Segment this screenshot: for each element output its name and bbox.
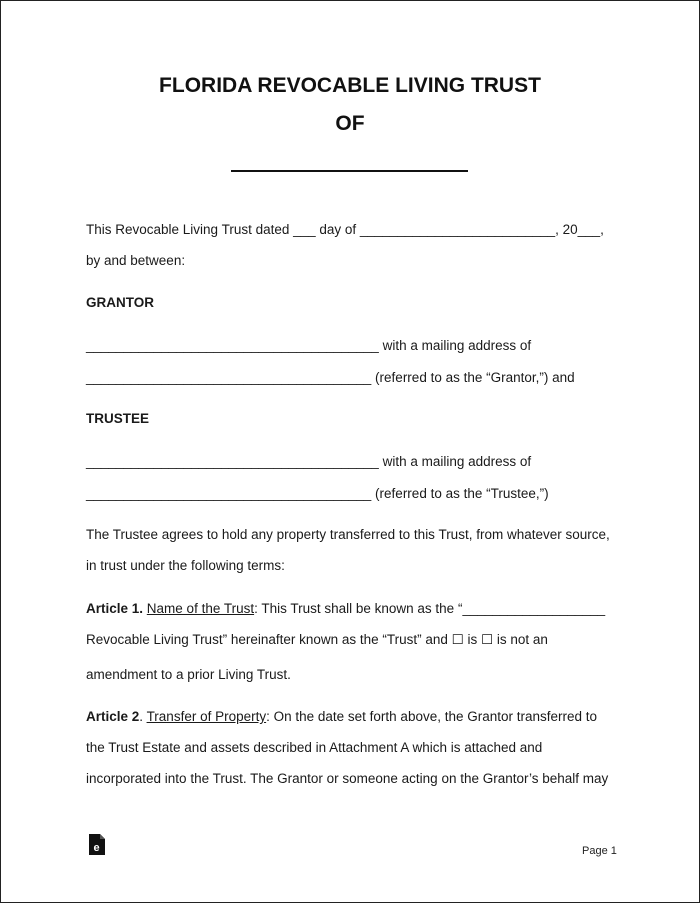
- article-1-title: Name of the Trust: [146, 601, 255, 616]
- trust-name-blank: [231, 170, 468, 172]
- trustee-address-line: ______________________________________ (referred to as the “Trustee,”): [86, 486, 549, 501]
- article-1-text: : This Trust shall be known as the “___________________: [254, 601, 606, 616]
- document-title-of: OF: [335, 112, 365, 135]
- article-2-punct: .: [139, 709, 144, 724]
- article-1-line: Revocable Living Trust” hereinafter known as the “Trust” and ☐ is ☐ is not an: [86, 632, 548, 647]
- page-number: Page 1: [582, 845, 617, 857]
- article-1-label: Article 1.: [86, 601, 144, 616]
- article-2-line: incorporated into the Trust. The Grantor or someone acting on the Grantor’s behalf may: [86, 771, 609, 786]
- article-2-title: Transfer of Property: [146, 709, 267, 724]
- intro-line: by and between:: [86, 253, 186, 268]
- document-title: FLORIDA REVOCABLE LIVING TRUST: [159, 74, 541, 97]
- svg-text:e: e: [93, 842, 100, 854]
- terms-line: in trust under the following terms:: [86, 558, 285, 573]
- trustee-heading: TRUSTEE: [86, 411, 150, 426]
- eforms-logo-icon: [88, 834, 106, 856]
- article-2-text: : On the date set forth above, the Grantor transferred to: [266, 709, 598, 724]
- article-1-line: amendment to a prior Living Trust.: [86, 667, 291, 682]
- article-2-line: [86, 709, 597, 724]
- trustee-name-line: _______________________________________ with a mailing address of: [86, 454, 532, 469]
- article-1-line: [86, 601, 605, 616]
- article-2-line: the Trust Estate and assets described in Attachment A which is attached and: [86, 740, 543, 755]
- grantor-heading: GRANTOR: [86, 295, 155, 310]
- terms-line: The Trustee agrees to hold any property transferred to this Trust, from whatever source,: [86, 527, 610, 542]
- intro-line: This Revocable Living Trust dated ___ day of __________________________, 20___,: [86, 222, 604, 237]
- article-2-label: Article 2: [86, 709, 140, 724]
- grantor-name-line: _______________________________________ with a mailing address of: [86, 338, 532, 353]
- grantor-address-line: ______________________________________ (referred to as the “Grantor,”) and: [86, 370, 575, 385]
